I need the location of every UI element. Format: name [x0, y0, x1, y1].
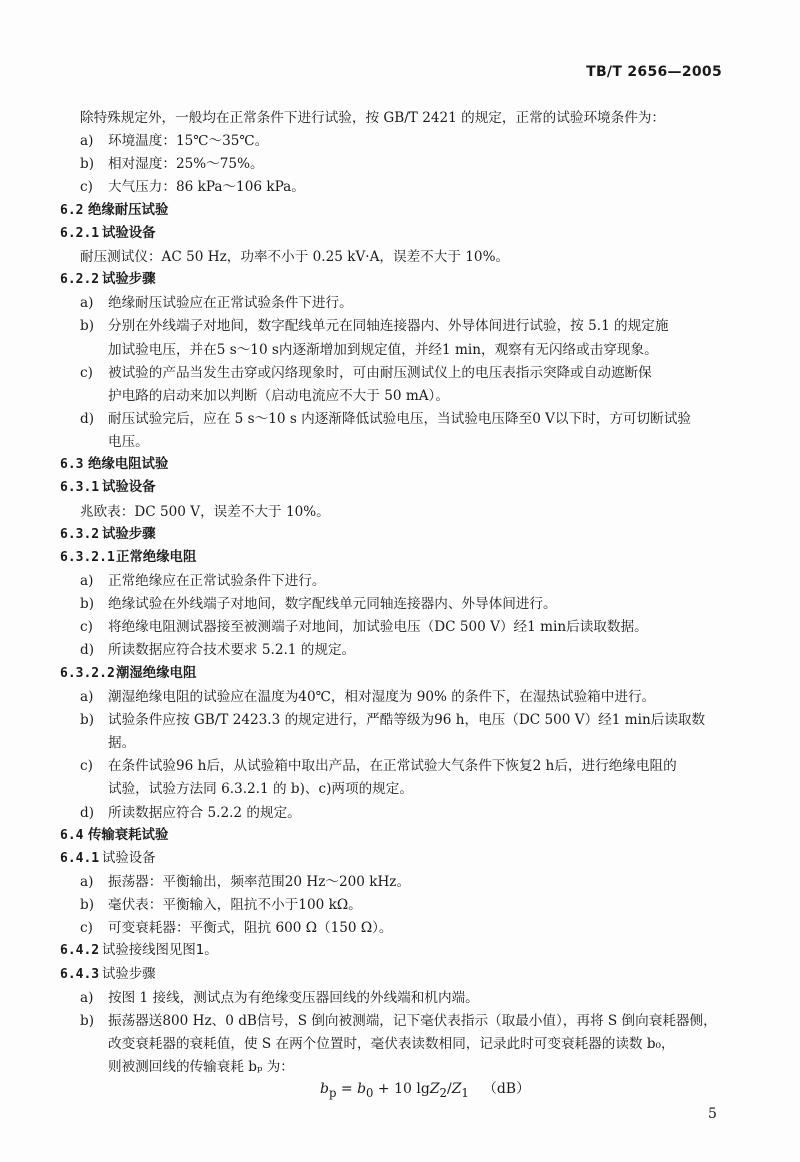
formula-term: + 10 lg — [373, 1081, 430, 1097]
item-text: 护电路的启动来加以判断（启动电流应不大于 50 mA）。 — [108, 387, 449, 404]
section-number: 6.4.1 — [60, 850, 100, 866]
item-label: d) — [80, 642, 95, 659]
item-label: a) — [80, 688, 94, 705]
item-text: 加试验电压，并在5 s～10 s内逐渐增加到规定值，并经1 min，观察有无闪络或击穿现象。 — [108, 341, 658, 358]
item-text: 绝缘耐压试验应在正常试验条件下进行。 — [108, 295, 353, 312]
item-label: a) — [80, 873, 94, 890]
formula-bp: b — [320, 1081, 329, 1097]
section-title: 绝缘电阻试验 — [88, 457, 169, 473]
item-text: 相对湿度：25%～75%。 — [108, 156, 264, 173]
item-text: 被试验的产品当发生击穿或闪络现象时，可由耐压测试仪上的电压表指示突降或自动遮断保 — [108, 364, 652, 381]
item-label: b) — [80, 596, 95, 613]
paragraph-text: 兆欧表：DC 500 V，误差不大于 10%。 — [80, 503, 330, 520]
item-label: b) — [80, 1012, 95, 1029]
section-number: 6.4 — [60, 827, 84, 843]
section-title: 正常绝缘电阻 — [116, 549, 197, 565]
section-title: 潮湿绝缘电阻 — [116, 665, 197, 681]
item-text: 试验，试验方法同 6.3.2.1 的 b)、c)两项的规定。 — [108, 781, 413, 798]
item-text: 振荡器送800 Hz、0 dB信号，S 倒向被测端，记下毫伏表指示（取最小值），再将 S 倒向衰耗器侧， — [108, 1012, 717, 1029]
item-text: 大气压力：86 kPa～106 kPa。 — [108, 179, 305, 196]
item-label: a) — [80, 295, 94, 312]
item-label: c) — [80, 179, 93, 196]
item-label: b) — [80, 318, 95, 335]
section-number: 6.3.2 — [60, 526, 100, 542]
section-title: 试验设备 — [102, 225, 156, 241]
item-text: 据。 — [108, 735, 136, 752]
section-number: 6.3.2.2 — [60, 665, 115, 681]
section-title: 试验接线图见图1。 — [102, 943, 218, 959]
section-title: 试验步骤 — [102, 272, 156, 288]
formula-eq: = — [336, 1081, 358, 1097]
item-label: a) — [80, 573, 94, 589]
item-text: 毫伏表：平衡输入，阻抗不小于100 kΩ。 — [108, 897, 362, 914]
item-text: 按图 1 接线，测试点为有绝缘变压器回线的外线端和机内端。 — [108, 989, 479, 1006]
item-text: 将绝缘电阻测试器接至被测端子对地间，加试验电压（DC 500 V）经1 min后读取数据。 — [108, 619, 648, 636]
item-text: 潮湿绝缘电阻的试验应在温度为40℃，相对湿度为 90% 的条件下，在湿热试验箱中进行。 — [108, 688, 656, 705]
section-title: 试验设备 — [102, 480, 156, 496]
item-text: 耐压试验完后，应在 5 s～10 s 内逐渐降低试验电压，当试验电压降至0 V以下时，方可切断试验 — [108, 410, 691, 427]
page-number: 5 — [708, 1106, 717, 1122]
item-text: 分别在外线端子对地间，数字配线单元在同轴连接器内、外导体间进行试验，按 5.1 的规定施 — [108, 318, 669, 335]
item-label: c) — [80, 758, 93, 775]
item-text: 环境温度：15℃～35℃。 — [108, 133, 269, 150]
section-number: 6.2.1 — [60, 225, 100, 241]
section-number: 6.4.2 — [60, 943, 100, 959]
item-label: c) — [80, 619, 93, 636]
section-number: 6.3 — [60, 457, 84, 473]
item-text: 可变衰耗器：平衡式，阻抗 600 Ω（150 Ω）。 — [108, 920, 393, 937]
section-number: 6.2 — [60, 202, 84, 218]
item-label: d) — [80, 804, 95, 821]
item-text: 则被测回线的传输衰耗 bₚ 为： — [108, 1059, 294, 1076]
item-text: 在条件试验96 h后，从试验箱中取出产品，在正常试验大气条件下恢复2 h后，进行绝缘电阻的 — [108, 758, 677, 775]
paragraph-text: 除特殊规定外，一般均在正常条件下进行试验，按 GB/T 2421 的规定，正常的试验环境条件为： — [80, 110, 666, 126]
item-label: a) — [80, 133, 94, 150]
formula-sub: 0 — [366, 1085, 374, 1100]
section-title: 试验步骤 — [102, 526, 156, 542]
item-label: a) — [80, 989, 94, 1006]
formula-slash: / — [446, 1081, 452, 1097]
item-label: b) — [80, 897, 95, 914]
item-text: 所读数据应符合 5.2.2 的规定。 — [108, 804, 301, 821]
item-label: c) — [80, 920, 93, 937]
item-label: d) — [80, 410, 95, 427]
document-code-header: TB/T 2656—2005 — [586, 64, 722, 80]
item-text: 改变衰耗器的衰耗值，使 S 在两个位置时，毫伏表读数相同，记录此时可变衰耗器的读数 b₀， — [108, 1036, 675, 1052]
formula-z2: Z — [429, 1081, 440, 1097]
item-label: c) — [80, 364, 93, 381]
section-title: 试验步骤 — [102, 966, 156, 982]
formula-sub: 2 — [439, 1085, 447, 1100]
formula-b0: b — [357, 1081, 367, 1097]
section-title: 传输衰耗试验 — [88, 827, 169, 843]
item-text: 绝缘试验在外线端子对地间，数字配线单元同轴连接器内、外导体间进行。 — [108, 596, 557, 613]
section-number: 6.3.1 — [60, 480, 100, 496]
item-text: 所读数据应符合技术要求 5.2.1 的规定。 — [108, 642, 356, 659]
paragraph-text: 耐压测试仪：AC 50 Hz，功率不小于 0.25 kV·A，误差不大于 10%。 — [80, 248, 510, 265]
formula-z1: Z — [451, 1081, 462, 1097]
section-number: 6.2.2 — [60, 272, 100, 288]
transmission-loss-formula — [320, 1078, 530, 1100]
item-text: 试验条件应按 GB/T 2423.3 的规定进行，严酷等级为96 h，电压（DC 500 V）经1 min后读取数 — [108, 711, 706, 728]
section-title: 试验设备 — [102, 850, 156, 866]
item-label: b) — [80, 711, 95, 728]
section-title: 绝缘耐压试验 — [88, 202, 169, 218]
item-text: 正常绝缘应在正常试验条件下进行。 — [108, 573, 326, 589]
section-number: 6.3.2.1 — [60, 549, 115, 565]
formula-sub: p — [328, 1085, 337, 1100]
item-text: 振荡器：平衡输出，频率范围20 Hz～200 kHz。 — [108, 873, 411, 890]
section-number: 6.4.3 — [60, 966, 100, 982]
formula-unit: （dB） — [482, 1081, 531, 1097]
item-label: b) — [80, 156, 95, 173]
formula-sub: 1 — [461, 1085, 469, 1100]
item-text: 电压。 — [108, 434, 149, 451]
